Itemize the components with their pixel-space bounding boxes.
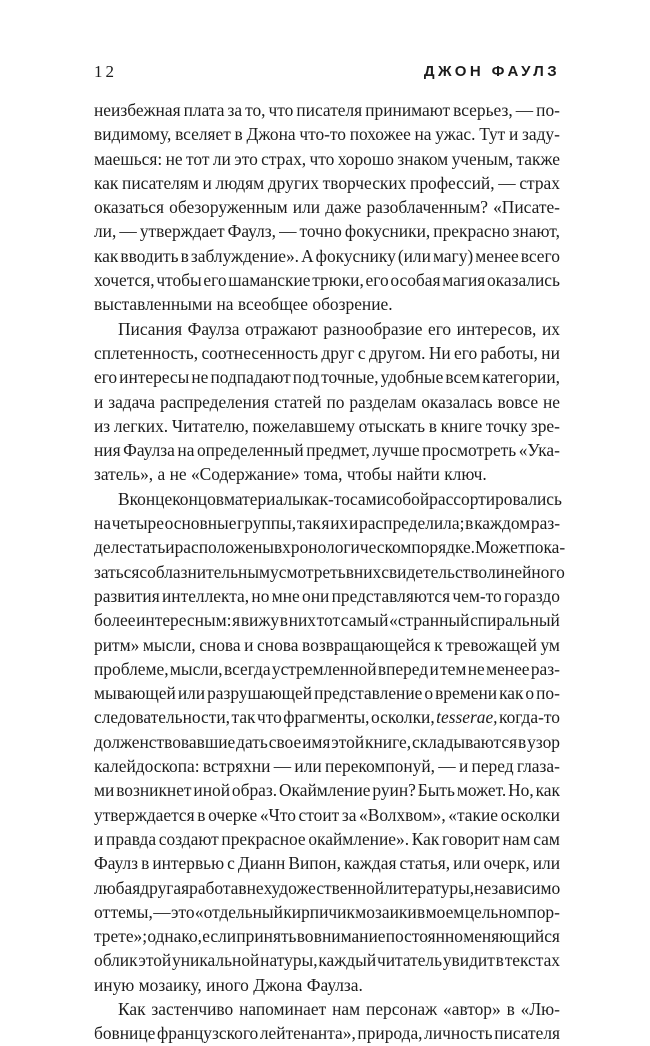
text-line: оказаться обезоруженным или даже разоблаченным? «Писате- xyxy=(94,197,560,218)
text-line: любая другая работа вне художественной литературы, независимо xyxy=(94,877,561,898)
text-line: ли, — утверждает Фаулз, — точно фокусники, прекрасно знают, xyxy=(94,221,560,242)
text-line: выставленными на всеобщее обозрение. xyxy=(94,294,393,315)
text-line: облик этой уникальной натуры, каждый читатель увидит в текстах xyxy=(94,950,560,971)
text-line: мывающей или разрушающей представление о времени как о по- xyxy=(94,683,560,704)
text-line: проблеме, мысли, всегда устремленной вперед и тем не менее раз- xyxy=(94,658,560,679)
text-line: от темы, — это «отдельный кирпичик мозаики в моем цельном пор- xyxy=(94,901,560,922)
text-line: Писания Фаулза отражают разнообразие его интересов, их xyxy=(118,318,560,339)
text-line: долженствовавшие дать свое имя этой книге, складываются в узор xyxy=(94,731,560,752)
text-line: как вводить в заблуждение». А фокуснику (или магу) менее всего xyxy=(94,245,560,266)
text-line: Как застенчиво напоминает нам персонаж «автор» в «Лю- xyxy=(118,998,560,1019)
text-line: развития интеллекта, но мне они представляются чем-то гораздо xyxy=(94,585,560,606)
body-text xyxy=(94,98,566,1046)
text-line: его интересы не подпадают под точные, удобные всем категории, xyxy=(94,367,560,388)
text-line: маешься: не тот ли это страх, что хорошо знаком ученым, также xyxy=(94,148,560,169)
text-line: и задача распределения статей по разделам оказалась вовсе не xyxy=(94,391,560,412)
text-line: затель», а не «Содержание» тома, чтобы найти ключ. xyxy=(94,464,487,485)
text-line: и правда создают прекрасное окаймление». Как говорит нам сам xyxy=(94,828,560,849)
text-line: бовнице французского лейтенанта», природа, личность писателя xyxy=(94,1023,560,1044)
text-line: Фаулз в интервью с Дианн Випон, каждая статья, или очерк, или xyxy=(94,853,560,874)
text-line: хочется, чтобы его шаманские трюки, его особая магия оказались xyxy=(94,270,560,291)
running-title: ДЖОН ФАУЛЗ xyxy=(423,63,560,80)
text-line: заться соблазнительным усмотреть в них свидетельство линейного xyxy=(94,561,565,582)
text-line: деле статьи расположены в хронологическом порядке. Может пока- xyxy=(94,537,566,558)
text-line: видимому, вселяет в Джона что-то похожее на ужас. Тут и заду- xyxy=(94,124,560,145)
text-line: на четыре основные группы, так я их и распределила; в каждом раз- xyxy=(94,513,560,534)
text-line: как писателям и людям других творческих профессий, — страх xyxy=(94,172,560,193)
text-line: ми возникнет иной образ. Окаймление руин? Быть может. Но, как xyxy=(94,780,560,801)
text-line: ния Фаулза на определенный предмет, лучше просмотреть «Ука- xyxy=(94,440,560,461)
text-line: калейдоскопа: встряхни — или перекомпонуй, — и перед глаза- xyxy=(94,756,560,777)
paragraph xyxy=(94,997,560,1046)
text-line: из легких. Читателю, пожелавшему отыскать в книге точку зре- xyxy=(94,415,560,436)
page-number: 12 xyxy=(94,62,117,81)
text-line: иную мозаику, иного Джона Фаулза. xyxy=(94,974,363,995)
running-head xyxy=(94,62,560,86)
paragraph xyxy=(94,98,560,317)
text-line: утверждается в очерке «Что стоит за «Волхвом», «такие осколки xyxy=(94,804,560,825)
text-line: неизбежная плата за то, что писателя принимают всерьез, — по- xyxy=(94,100,560,120)
text-line: более интересным: я вижу в них тот самый «странный спиральный xyxy=(94,610,560,631)
text-line: следовательности, так что фрагменты, осколки, tesserae, когда-то xyxy=(94,707,560,728)
text-line: ритм» мысли, снова и снова возвращающейся к тревожащей ум xyxy=(94,634,560,655)
text-line: сплетенность, соотнесенность друг с другом. Ни его работы, ни xyxy=(94,342,560,363)
text-line: В конце концов материалы как-то сами собой рассортировались xyxy=(118,488,562,509)
paragraph xyxy=(94,487,566,997)
text-line: трете»; однако, если принять во внимание постоянно меняющийся xyxy=(94,926,560,947)
paragraph xyxy=(94,317,560,487)
